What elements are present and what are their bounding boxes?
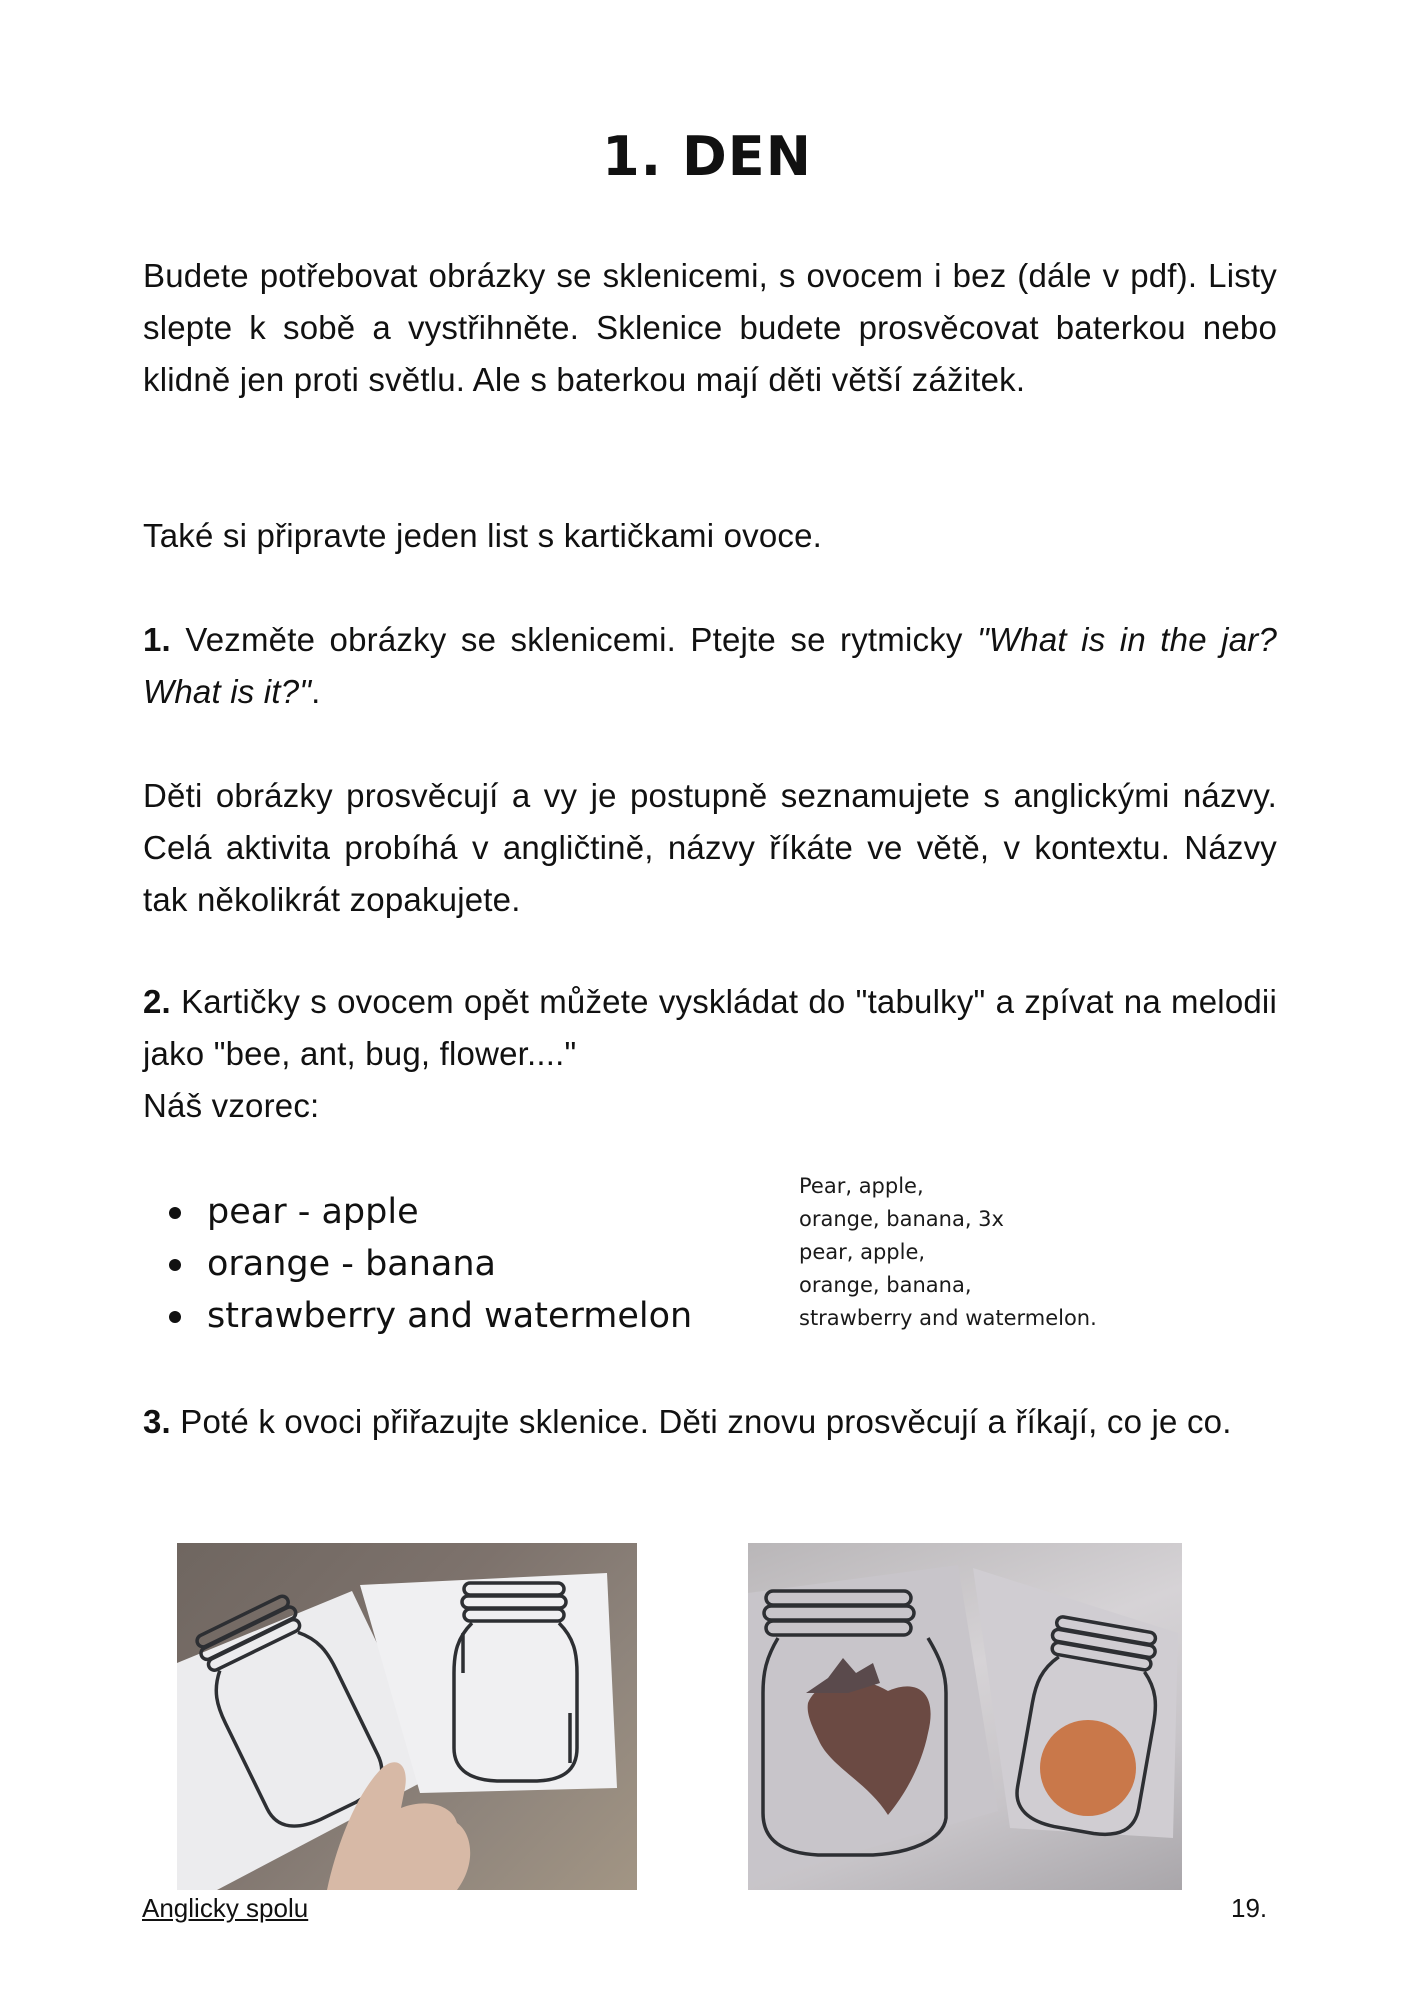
pattern-label: Náš vzorec: bbox=[143, 1087, 320, 1124]
page-number: 19. bbox=[1231, 1893, 1268, 1923]
page-title: 1. DEN bbox=[602, 125, 812, 188]
step-3-paragraph bbox=[143, 1396, 1277, 1448]
step-2-paragraph bbox=[143, 976, 1277, 1080]
list-item: orange - banana bbox=[165, 1238, 692, 1290]
fruit-jars-illustration bbox=[748, 1543, 1182, 1890]
song-lyrics bbox=[799, 1170, 1097, 1335]
preparation-paragraph: Také si připravte jeden list s kartičkami ovoce. bbox=[143, 517, 823, 554]
step-text: Vezměte obrázky se sklenicemi. Ptejte se rytmicky bbox=[170, 621, 978, 658]
intro-paragraph: Budete potřebovat obrázky se sklenicemi, s ovocem i bez (dále v pdf). Listy slepte k sobě a vystřihněte. Sklenice budete prosvěcovat baterkou nebo klidně jen proti světlu. Ale s baterkou mají děti větší zážitek. bbox=[143, 257, 1277, 398]
kids-paragraph: Děti obrázky prosvěcují a vy je postupně seznamujete s anglickými názvy. Celá aktivita probíhá v angličtině, názvy říkáte ve větě, v kontextu. Názvy tak několikrát zopakujete. bbox=[143, 777, 1277, 918]
song-line: strawberry and watermelon. bbox=[799, 1306, 1097, 1330]
song-line: orange, banana, bbox=[799, 1273, 972, 1297]
step-number: 3. bbox=[143, 1403, 171, 1440]
bullet-icon bbox=[169, 1311, 181, 1323]
bullet-icon bbox=[169, 1207, 181, 1219]
step-text-end: . bbox=[311, 673, 321, 710]
footer-link[interactable]: Anglicky spolu bbox=[142, 1893, 309, 1923]
photo-empty-jars bbox=[177, 1543, 637, 1890]
step-text: Kartičky s ovocem opět můžete vyskládat do "tabulky" a zpívat na melodii jako "bee, ant, bug, flower...." bbox=[143, 983, 1277, 1072]
empty-jars-illustration bbox=[177, 1543, 637, 1890]
quote: "What is in the jar? What is it?" bbox=[143, 621, 1277, 710]
bullet-icon bbox=[169, 1259, 181, 1271]
orange-icon bbox=[1040, 1720, 1136, 1816]
step-number: 2. bbox=[143, 983, 171, 1020]
song-line: Pear, apple, bbox=[799, 1174, 924, 1198]
list-item: pear - apple bbox=[165, 1186, 692, 1238]
step-number: 1. bbox=[143, 621, 171, 658]
pattern-list bbox=[165, 1186, 692, 1342]
song-line: pear, apple, bbox=[799, 1240, 926, 1264]
step-text: Poté k ovoci přiřazujte sklenice. Děti znovu prosvěcují a říkají, co je co. bbox=[170, 1403, 1232, 1440]
list-item: strawberry and watermelon bbox=[165, 1290, 692, 1342]
step-1-paragraph bbox=[143, 614, 1277, 718]
song-line: orange, banana, 3x bbox=[799, 1207, 1004, 1231]
photo-fruit-jars bbox=[748, 1543, 1182, 1890]
